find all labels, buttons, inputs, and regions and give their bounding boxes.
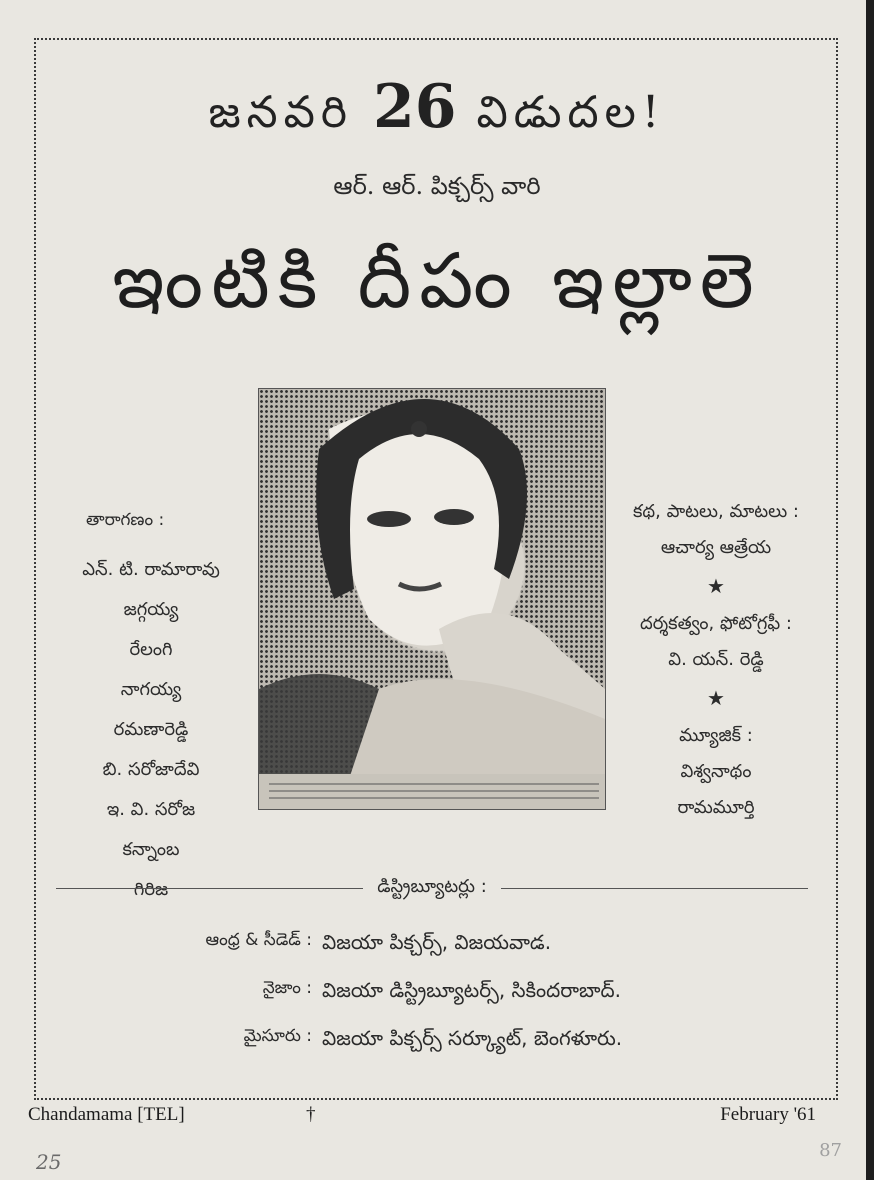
issue-date: February '61: [720, 1104, 816, 1125]
page-footer: [0, 1104, 874, 1132]
distributor-name: విజయా డిస్ట్రిబ్యూటర్స్, సికిందరాబాద్.: [322, 978, 621, 1002]
distributor-row: [100, 1026, 800, 1055]
distributor-region: ఆంధ్ర & సీడెడ్ :: [205, 930, 312, 950]
magazine-name: Chandamama [TEL]: [28, 1104, 185, 1125]
distributor-row: [100, 978, 800, 1007]
portrait-illustration: [259, 389, 605, 809]
cast-name: జగ్గయ్య: [123, 599, 179, 620]
faint-page-number: 87: [819, 1140, 842, 1161]
distributors-heading: డిస్ట్రిబ్యూటర్లు :: [377, 875, 487, 897]
release-prefix: జనవరి: [208, 87, 353, 138]
release-date-line: [0, 72, 874, 149]
distributors-divider: [56, 876, 808, 900]
cast-column: [56, 510, 246, 910]
music-label: మ్యూజిక్ :: [679, 725, 753, 746]
producer-presents: ఆర్. ఆర్. పిక్చర్స్ వారి: [333, 172, 541, 200]
cast-name: రేలంగి: [129, 639, 173, 660]
release-day-number: 26: [372, 72, 457, 142]
film-title: ఇంటికి దీపం ఇల్లాలె: [112, 236, 762, 325]
music-name: రామమూర్తి: [677, 797, 755, 818]
cast-name: ఎన్. టి. రామారావు: [82, 559, 220, 580]
crew-column: [606, 494, 826, 826]
distributor-region: మైసూరు :: [243, 1026, 312, 1046]
star-separator: ★: [707, 574, 725, 598]
actress-photo: [258, 388, 606, 810]
cast-name: గిరిజ: [133, 879, 169, 900]
story-label: కథ, పాటలు, మాటలు :: [633, 501, 799, 522]
divider-line: [56, 888, 363, 889]
distributor-name: విజయా పిక్చర్స్, విజయవాడ.: [322, 930, 552, 954]
handwritten-page-number: 25: [36, 1150, 62, 1174]
story-name: ఆచార్య ఆత్రేయ: [660, 537, 772, 558]
cast-name: నాగయ్య: [120, 679, 182, 700]
release-suffix: విడుదల!: [476, 87, 666, 138]
music-name: విశ్వనాథం: [680, 761, 752, 782]
dagger-mark: †: [306, 1104, 316, 1125]
distributor-row: [100, 930, 800, 959]
cast-name: రమణారెడ్డి: [113, 719, 189, 740]
direction-name: వి. యన్. రెడ్డి: [668, 649, 764, 670]
cast-name: కన్నాంబ: [122, 839, 180, 860]
distributor-region: నైజాం :: [262, 978, 312, 998]
distributor-name: విజయా పిక్చర్స్ సర్క్యూట్, బెంగళూరు.: [322, 1026, 623, 1050]
cast-heading: తారాగణం :: [86, 510, 165, 530]
cast-name: ఇ. వి. సరోజ: [106, 799, 196, 820]
direction-label: దర్శకత్వం, ఫోటోగ్రఫీ :: [639, 613, 792, 634]
star-separator: ★: [707, 686, 725, 710]
cast-name: బి. సరోజాదేవి: [102, 759, 200, 780]
divider-line: [501, 888, 808, 889]
